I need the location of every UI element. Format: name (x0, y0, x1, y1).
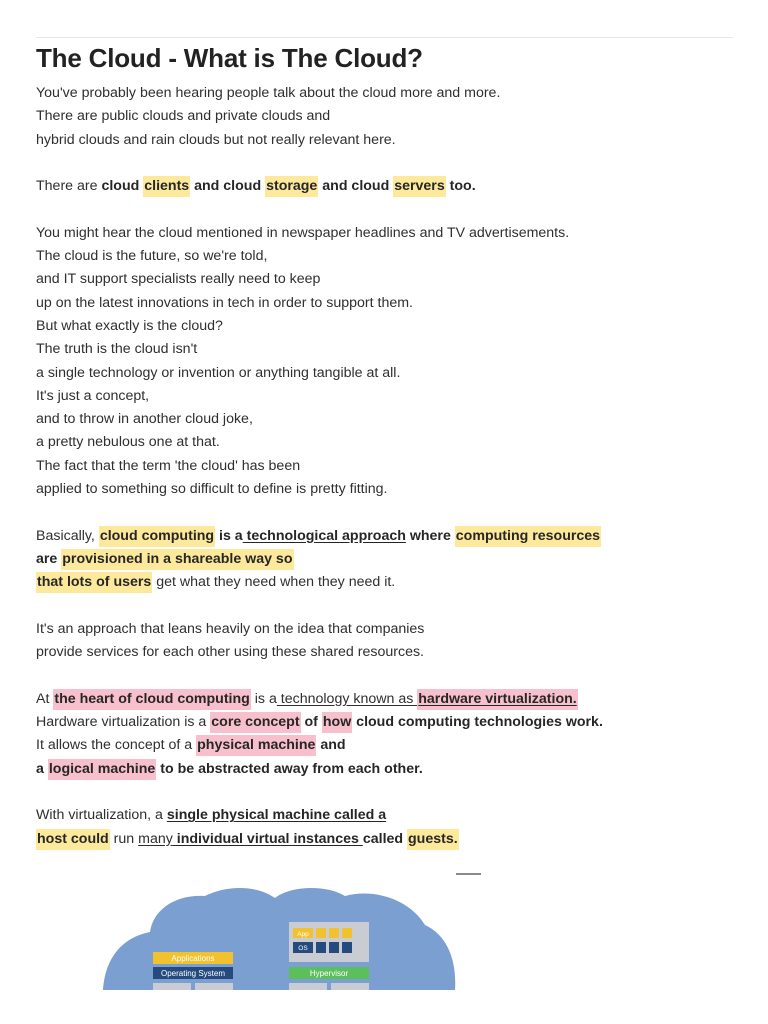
bold-text: cloud computing technologies work. (352, 714, 603, 731)
app-box (342, 928, 352, 938)
text-line: The truth is the cloud isn't (36, 341, 198, 358)
text-span: is a (250, 690, 277, 707)
os-box (329, 942, 339, 953)
text-span: run (109, 830, 139, 847)
hardware-box (289, 983, 327, 990)
text-span: With virtualization, a (36, 807, 167, 824)
hardware-box (195, 983, 233, 990)
app-label: App (297, 931, 309, 938)
underlined-text: technological approach (242, 527, 406, 544)
highlight-how: how (322, 712, 352, 733)
bold-text: called (362, 830, 408, 847)
text-line: The fact that the term 'the cloud' has been (36, 457, 301, 474)
bold-text: where (405, 527, 455, 544)
highlight-computing-resources: computing resources (455, 526, 601, 547)
bold-text: of (300, 714, 322, 731)
text-line: provide services for each other using these shared resources. (36, 644, 424, 661)
app-box (316, 928, 326, 938)
highlight-logical-machine: logical machine (48, 759, 156, 780)
text-line (36, 758, 736, 781)
text-line (36, 548, 736, 571)
text-line: up on the latest innovations in tech in order to support them. (36, 294, 413, 311)
text-line: and to throw in another cloud joke, (36, 411, 253, 428)
text-line (36, 525, 736, 548)
highlight-lots-of-users: that lots of users (36, 572, 152, 593)
text-line (36, 804, 736, 827)
highlight-cloud-computing: cloud computing (99, 526, 215, 547)
bold-text: cloud (101, 178, 144, 195)
bold-text: are (36, 550, 62, 567)
page-title: The Cloud - What is The Cloud? (36, 43, 423, 73)
text-line (36, 688, 736, 711)
text-line: The cloud is the future, so we're told, (36, 248, 268, 265)
text-line: It's just a concept, (36, 387, 150, 404)
transcript-body (36, 82, 736, 851)
text-line (36, 828, 736, 851)
text-line (36, 571, 736, 594)
hardware-box (153, 983, 191, 990)
divider-dash (456, 873, 481, 875)
text-line: You might hear the cloud mentioned in newspaper headlines and TV advertisements. (36, 224, 570, 241)
highlight-guests: guests. (407, 829, 459, 850)
bold-text: a (36, 760, 48, 777)
underlined-text: many (138, 830, 173, 847)
text-line: You've probably been hearing people talk about the cloud more and more. (36, 85, 501, 101)
os-label-left: Operating System (160, 969, 226, 978)
text-line: a single technology or invention or anything tangible at all. (36, 364, 401, 381)
bold-text: and cloud (318, 178, 394, 195)
highlight-clients: clients (143, 176, 190, 197)
bold-text: too. (445, 178, 476, 195)
underlined-text: technology known as (276, 690, 418, 707)
underlined-text: individual virtual instances (172, 830, 363, 847)
text-line: a pretty nebulous one at that. (36, 434, 220, 451)
text-line: But what exactly is the cloud? (36, 317, 223, 334)
text-span: Basically, (36, 527, 99, 544)
applications-label: Applications (171, 954, 215, 963)
hardware-box (331, 983, 369, 990)
highlight-hardware-virtualization: hardware virtualization. (417, 689, 577, 710)
text-span: There are (36, 178, 102, 195)
highlight-provisioned: provisioned in a shareable way so (61, 549, 293, 570)
highlight-servers: servers (393, 176, 446, 197)
text-line: There are public clouds and private clouds and (36, 108, 331, 125)
os-box (316, 942, 326, 953)
bold-text: to be abstracted away from each other. (156, 760, 423, 777)
bold-text: and (316, 737, 346, 754)
text-line: hybrid clouds and rain clouds but not really relevant here. (36, 131, 396, 148)
text-span: It allows the concept of a (36, 737, 197, 754)
underlined-text: single physical machine called a (166, 807, 387, 824)
text-line (36, 175, 736, 198)
app-box (329, 928, 339, 938)
os-label: OS (298, 945, 308, 952)
bold-text: and cloud (190, 178, 266, 195)
hypervisor-label: Hypervisor (309, 969, 349, 978)
text-line (36, 734, 736, 757)
top-divider (36, 37, 733, 38)
text-line (36, 711, 736, 734)
text-span: get what they need when they need it. (152, 574, 396, 591)
highlight-heart-of-cloud: the heart of cloud computing (53, 689, 250, 710)
cloud-virtualization-diagram (95, 880, 460, 990)
text-span: Hardware virtualization is a (36, 714, 211, 731)
text-span: At (36, 690, 54, 707)
highlight-physical-machine: physical machine (196, 735, 316, 756)
os-box (342, 942, 352, 953)
highlight-core-concept: core concept (210, 712, 300, 733)
bold-text: is a (215, 527, 243, 544)
text-line: It's an approach that leans heavily on the idea that companies (36, 620, 425, 637)
text-line: and IT support specialists really need to keep (36, 271, 321, 288)
highlight-host-could: host could (36, 829, 110, 850)
text-line: applied to something so difficult to define is pretty fitting. (36, 481, 388, 498)
highlight-storage: storage (265, 176, 318, 197)
